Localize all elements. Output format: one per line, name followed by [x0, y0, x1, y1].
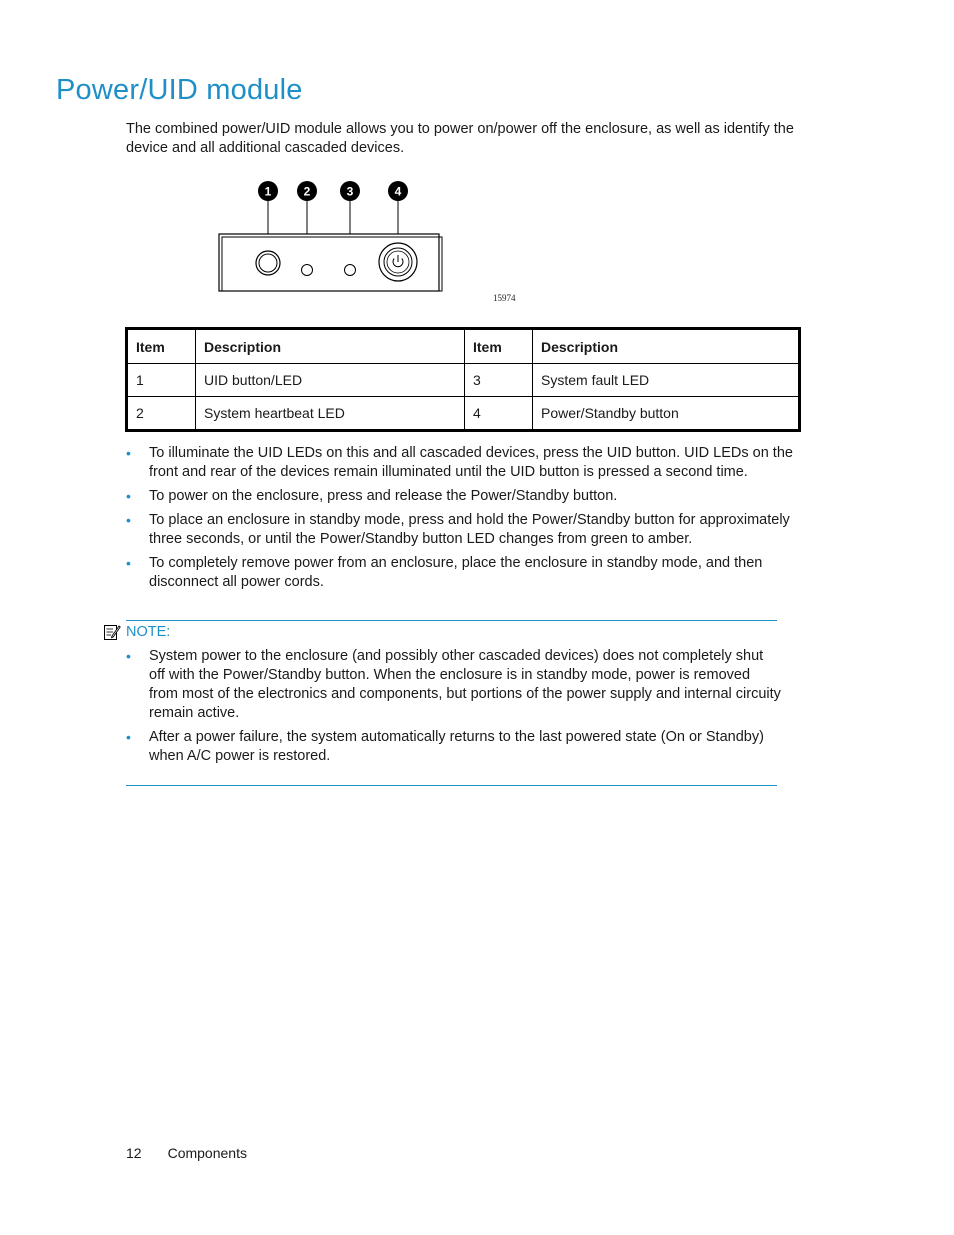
list-item — [126, 554, 806, 592]
list-item — [126, 728, 781, 766]
list-item-text: System power to the enclosure (and possibly other cascaded devices) does not completely shut off with the Power/Standby button. When the enclosure is in standby mode, power is removed from most of the electronics and components, but portions of the power supply and internal circuity remain active. — [149, 648, 781, 721]
note-header — [103, 623, 170, 641]
figure-id: 15974 — [493, 293, 516, 303]
table-header: Item — [465, 329, 533, 364]
list-item-text: To place an enclosure in standby mode, press and hold the Power/Standby button for approximately three seconds, or until the Power/Standby button LED changes from green to amber. — [149, 512, 790, 547]
bullet-icon: • — [126, 729, 131, 745]
svg-text:2: 2 — [303, 184, 311, 199]
page-footer — [126, 1145, 247, 1161]
list-item — [126, 444, 806, 482]
table-header: Description — [196, 329, 465, 364]
list-item — [126, 487, 806, 506]
bullet-icon: • — [126, 488, 131, 504]
page-title: Power/UID module — [56, 74, 303, 106]
table-cell: 1 — [127, 364, 196, 397]
list-item-text: To illuminate the UID LEDs on this and all cascaded devices, press the UID button. UID LEDs on the front and rear of the devices remain illuminated until the UID button is pressed a second time. — [149, 445, 793, 480]
callout-2 — [297, 181, 317, 201]
callout-4 — [388, 181, 408, 201]
page-number: 12 — [126, 1145, 142, 1161]
callout-1 — [258, 181, 278, 201]
power-standby-button — [379, 243, 417, 281]
list-item — [126, 511, 806, 549]
table-header-row — [127, 329, 800, 364]
footer-section: Components — [167, 1145, 247, 1161]
list-item-text: After a power failure, the system automatically returns to the last powered state (On or Standby) when A/C power is restored. — [149, 729, 764, 764]
bullet-icon: • — [126, 648, 131, 664]
power-uid-module-figure — [210, 175, 540, 315]
svg-text:4: 4 — [394, 184, 402, 199]
callout-3 — [340, 181, 360, 201]
fault-led — [345, 265, 356, 276]
uid-button — [256, 251, 280, 275]
items-table — [125, 327, 801, 432]
list-item-text: To power on the enclosure, press and release the Power/Standby button. — [149, 488, 618, 504]
table-row — [127, 364, 800, 397]
table-cell: UID button/LED — [196, 364, 465, 397]
note-label: NOTE: — [126, 624, 171, 640]
bullet-icon: • — [126, 555, 131, 571]
svg-text:1: 1 — [264, 184, 272, 199]
list-item-text: To completely remove power from an enclosure, place the enclosure in standby mode, and then disconnect all power cords. — [149, 555, 763, 590]
table-header: Description — [533, 329, 800, 364]
svg-text:3: 3 — [346, 184, 354, 199]
instruction-list — [126, 444, 806, 597]
list-item — [126, 647, 781, 723]
table-cell: Power/Standby button — [533, 397, 800, 431]
table-cell: 2 — [127, 397, 196, 431]
table-cell: System heartbeat LED — [196, 397, 465, 431]
note-list — [126, 647, 781, 771]
bullet-icon: • — [126, 512, 131, 528]
heartbeat-led — [302, 265, 313, 276]
intro-paragraph: The combined power/UID module allows you to power on/power off the enclosure, as well as identify the device and all additional cascaded devices. — [126, 121, 794, 156]
table-cell: 4 — [465, 397, 533, 431]
table-row — [127, 397, 800, 431]
table-cell: System fault LED — [533, 364, 800, 397]
bullet-icon: • — [126, 445, 131, 461]
table-header: Item — [127, 329, 196, 364]
note-icon — [103, 623, 121, 641]
table-cell: 3 — [465, 364, 533, 397]
